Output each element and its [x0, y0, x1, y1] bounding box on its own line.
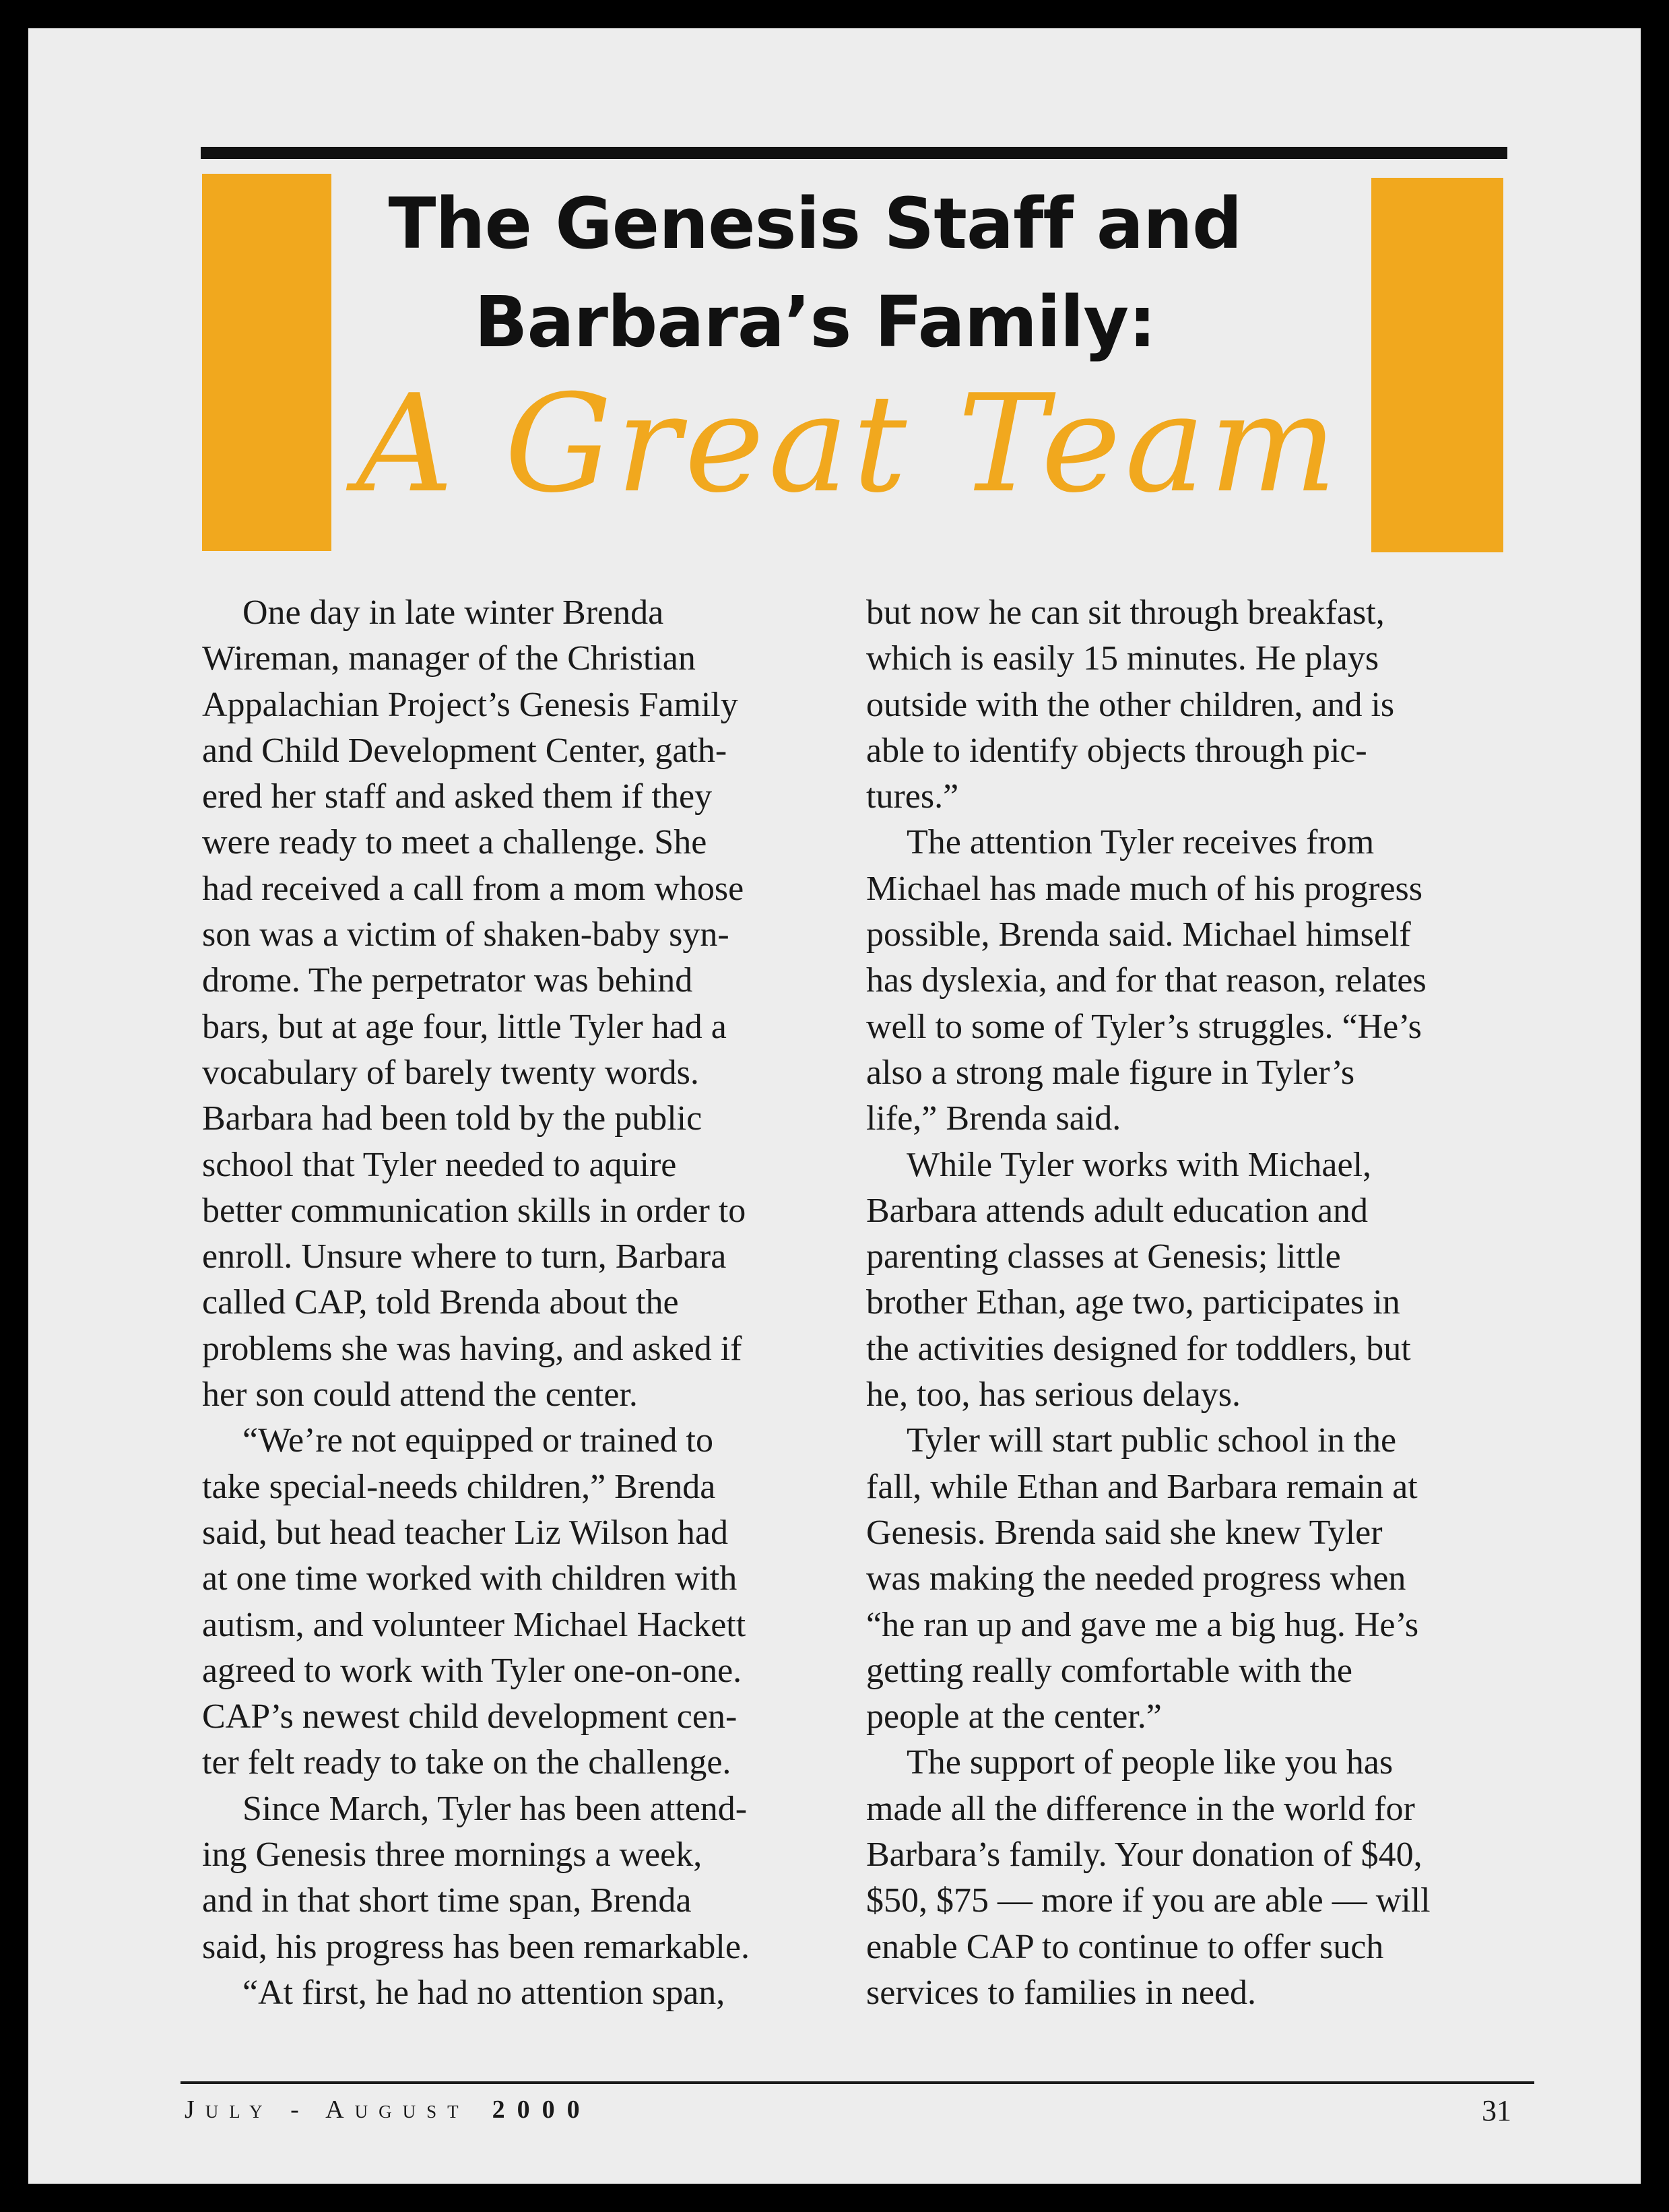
paragraph: The support of people like you has made all the difference in the world for Barbara’s family. Your donation of $40, $50, $75 — more if you are able — will enable CAP to continue to offer such services to families in need.: [866, 1743, 1431, 2012]
article-column-right: [866, 590, 1506, 2016]
paragraph: “At first, he had no attention span,: [242, 1973, 725, 2012]
paragraph: The attention Tyler receives from Michael has made much of his progress possible, Brenda said. Michael himself has dyslexia, and for that reason, relates well to some of Tyler’s struggles. “He’s also a strong male figure in Tyler’s life,” Brenda said.: [866, 823, 1427, 1138]
article-column-left: [202, 590, 815, 2016]
headline-line-1: The Genesis Staff and: [388, 183, 1242, 265]
issue-date: [185, 2095, 592, 2124]
paragraph: Tyler will start public school in the fall, while Ethan and Barbara remain at Genesis. Brenda said she knew Tyler was making the needed progress when “he ran up and gave me a big hug. He’s getting really comfortable with the people at the center.”: [866, 1421, 1419, 1736]
issue-year: 2000: [492, 2095, 592, 2124]
paragraph: One day in late winter Brenda Wireman, manager of the Christian Appalachian Project’s Genesis Family and Child Development Center, gath- ered her staff and asked them if they were ready to meet a challenge. She had received a call from a mom whose son was a victim of shaken-baby syn- drome. The perpetrator was behind bars, but at age four, little Tyler had a vocabulary of barely twenty words. Barbara had been told by the public school that Tyler needed to aquire better communication skills in order to enroll. Unsure where to turn, Barbara called CAP, told Brenda about the problems she was having, and asked if her son could attend the center.: [202, 593, 746, 1414]
headline-subtitle: A Great Team: [356, 366, 1342, 523]
issue-months: July - August: [185, 2095, 469, 2124]
title-accent-bar-left: [202, 174, 331, 551]
headline-line-2: Barbara’s Family:: [474, 281, 1156, 363]
paragraph: Since March, Tyler has been attend- ing Genesis three mornings a week, and in that short time span, Brenda said, his progress has been remarkable.: [202, 1789, 750, 1966]
page-number: 31: [1482, 2094, 1511, 2127]
paragraph: While Tyler works with Michael, Barbara attends adult education and parenting classes at Genesis; little brother Ethan, age two, participates in the activities designed for toddlers, but he, too, has serious delays.: [866, 1145, 1411, 1414]
footer-rule: [181, 2081, 1534, 2084]
title-top-rule: [201, 147, 1507, 159]
paragraph: “We’re not equipped or trained to take special-needs children,” Brenda said, but head teacher Liz Wilson had at one time worked with children with autism, and volunteer Michael Hackett agreed to work with Tyler one-on-one. CAP’s newest child development cen- ter felt ready to take on the challenge.: [202, 1421, 746, 1782]
title-accent-bar-right: [1371, 178, 1503, 552]
paragraph-continued: but now he can sit through breakfast, which is easily 15 minutes. He plays outside with the other children, and is able to identify objects through pic- tures.”: [866, 593, 1395, 816]
